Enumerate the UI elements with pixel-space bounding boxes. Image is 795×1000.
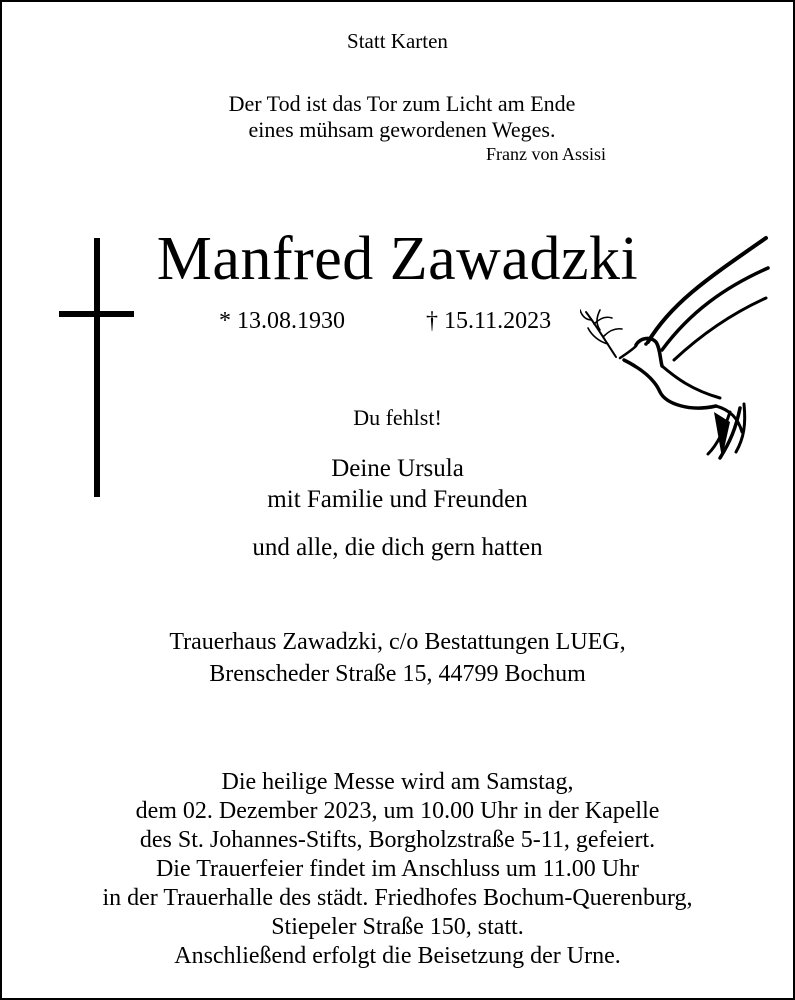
header-text: Statt Karten — [347, 29, 448, 53]
quote-line: eines mühsam gewordenen Weges. — [248, 117, 556, 142]
birth-date: * 13.08.1930 — [219, 308, 345, 334]
signer-block — [2, 453, 793, 515]
service-line: Anschließend erfolgt die Beisetzung der Urne. — [174, 943, 621, 969]
signer-line: mit Familie und Freunden — [267, 486, 528, 513]
quote-author: Franz von Assisi — [485, 144, 606, 164]
signer-others: und alle, die dich gern hatten — [252, 534, 543, 561]
address-block — [2, 626, 793, 690]
signer-line: Deine Ursula — [331, 455, 464, 482]
quote-block — [132, 91, 672, 165]
service-line: dem 02. Dezember 2023, um 10.00 Uhr in der Kapelle — [135, 798, 660, 824]
service-block — [2, 768, 793, 971]
service-line: in der Trauerhalle des städt. Friedhofes Bochum-Querenburg, — [102, 885, 693, 911]
service-line: Stiepeler Straße 150, statt. — [271, 914, 524, 940]
service-line: Die Trauerfeier findet im Anschluss um 11.00 Uhr — [155, 856, 640, 882]
address-line: Brenscheder Straße 15, 44799 Bochum — [209, 661, 586, 687]
cross-icon-bar — [59, 311, 134, 317]
message-text: Du fehlst! — [353, 405, 442, 430]
deceased-name: Manfred Zawadzki — [156, 225, 639, 293]
death-date: † 15.11.2023 — [426, 308, 552, 334]
service-line: des St. Johannes-Stifts, Borgholzstraße 5-11, gefeiert. — [139, 827, 656, 853]
service-line: Die heilige Messe wird am Samstag, — [221, 769, 574, 795]
address-line: Trauerhaus Zawadzki, c/o Bestattungen LUEG, — [169, 629, 626, 655]
quote-line: Der Tod ist das Tor zum Licht am Ende — [228, 91, 576, 116]
